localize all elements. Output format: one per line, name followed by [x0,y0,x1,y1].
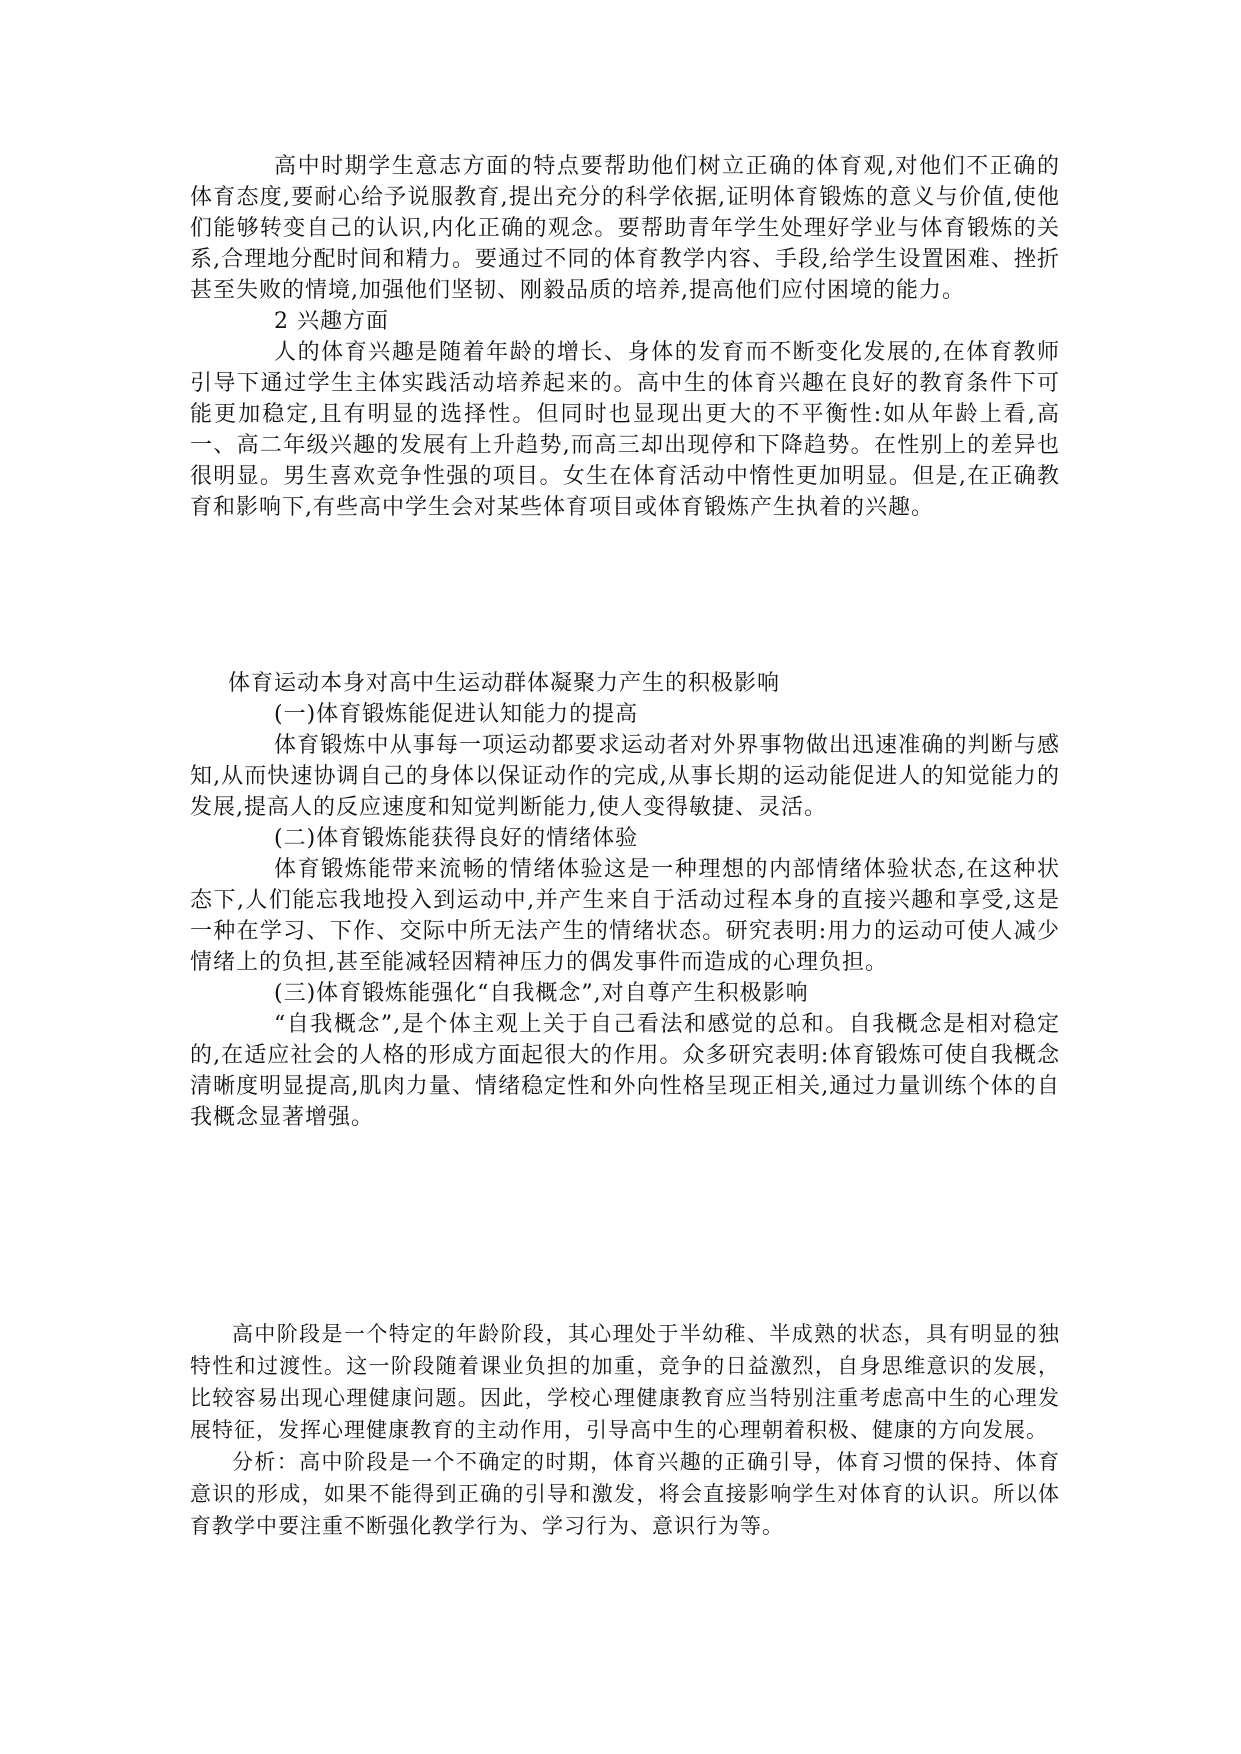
heading-interest: 2 兴趣方面 [274,309,389,334]
paragraph-cognition: 体育锻炼中从事每一项运动都要求运动者对外界事物做出迅速准确的判断与感知,从而快速协调自己的身体以保证动作的完成,从事长期的运动能促进人的知觉能力的发展,提高人的反应速度和知觉判断能力,使人变得敏捷、灵活。 [190,733,1060,820]
paragraph-self-concept: “自我概念”,是个体主观上关于自己看法和感觉的总和。自我概念是相对稳定的,在适应社会的人格的形成方面起很大的作用。众多研究表明:体育锻炼可使自我概念清晰度明显提高,肌肉力量、情绪稳定性和外向性格呈现正相关,通过力量训练个体的自我概念显著增强。 [190,1012,1060,1130]
section-positive-effects [190,668,1060,1133]
heading-emotion: (二)体育锻炼能获得良好的情绪体验 [274,826,639,851]
paragraph-analysis: 分析：高中阶段是一个不确定的时期，体育兴趣的正确引导，体育习惯的保持、体育意识的形成，如果不能得到正确的引导和激发，将会直接影响学生对体育的认识。所以体育教学中要注重不断强化教学行为、学习行为、意识行为等。 [190,1450,1060,1538]
heading-self-concept: (三)体育锻炼能强化“自我概念”,对自尊产生积极影响 [274,981,809,1006]
section-title: 体育运动本身对高中生运动群体凝聚力产生的积极影响 [228,671,781,696]
paragraph-high-school-stage: 高中阶段是一个特定的年龄阶段，其心理处于半幼稚、半成熟的状态，具有明显的独特性和过渡性。这一阶段随着课业负担的加重，竞争的日益激烈，自身思维意识的发展，比较容易出现心理健康问题。因此，学校心理健康教育应当特别注重考虑高中生的心理发展特征，发挥心理健康教育的主动作用，引导高中生的心理朝着积极、健康的方向发展。 [190,1322,1060,1442]
section-will-and-interest [190,151,1060,523]
section-analysis [190,1318,1060,1542]
heading-cognition: (一)体育锻炼能促进认知能力的提高 [274,702,639,727]
paragraph-emotion: 体育锻炼能带来流畅的情绪体验这是一种理想的内部情绪体验状态,在这种状态下,人们能忘我地投入到运动中,并产生来自于活动过程本身的直接兴趣和享受,这是一种在学习、下作、交际中所无法产生的情绪状态。研究表明:用力的运动可使人减少情绪上的负担,甚至能减轻因精神压力的偶发事件而造成的心理负担。 [190,857,1060,975]
paragraph-interest: 人的体育兴趣是随着年龄的增长、身体的发育而不断变化发展的,在体育教师引导下通过学生主体实践活动培养起来的。高中生的体育兴趣在良好的教育条件下可能更加稳定,且有明显的选择性。但同时也显现出更大的不平衡性:如从年龄上看,高一、高二年级兴趣的发展有上升趋势,而高三却出现停和下降趋势。在性别上的差异也很明显。男生喜欢竞争性强的项目。女生在体育活动中惰性更加明显。但是,在正确教育和影响下,有些高中学生会对某些体育项目或体育锻炼产生执着的兴趣。 [190,340,1060,520]
paragraph-will: 高中时期学生意志方面的特点要帮助他们树立正确的体育观,对他们不正确的体育态度,要耐心给予说服教育,提出充分的科学依据,证明体育锻炼的意义与价值,使他们能够转变自己的认识,内化正确的观念。要帮助青年学生处理好学业与体育锻炼的关系,合理地分配时间和精力。要通过不同的体育教学内容、手段,给学生设置困难、挫折甚至失败的情境,加强他们坚韧、刚毅品质的培养,提高他们应付困境的能力。 [190,154,1060,303]
